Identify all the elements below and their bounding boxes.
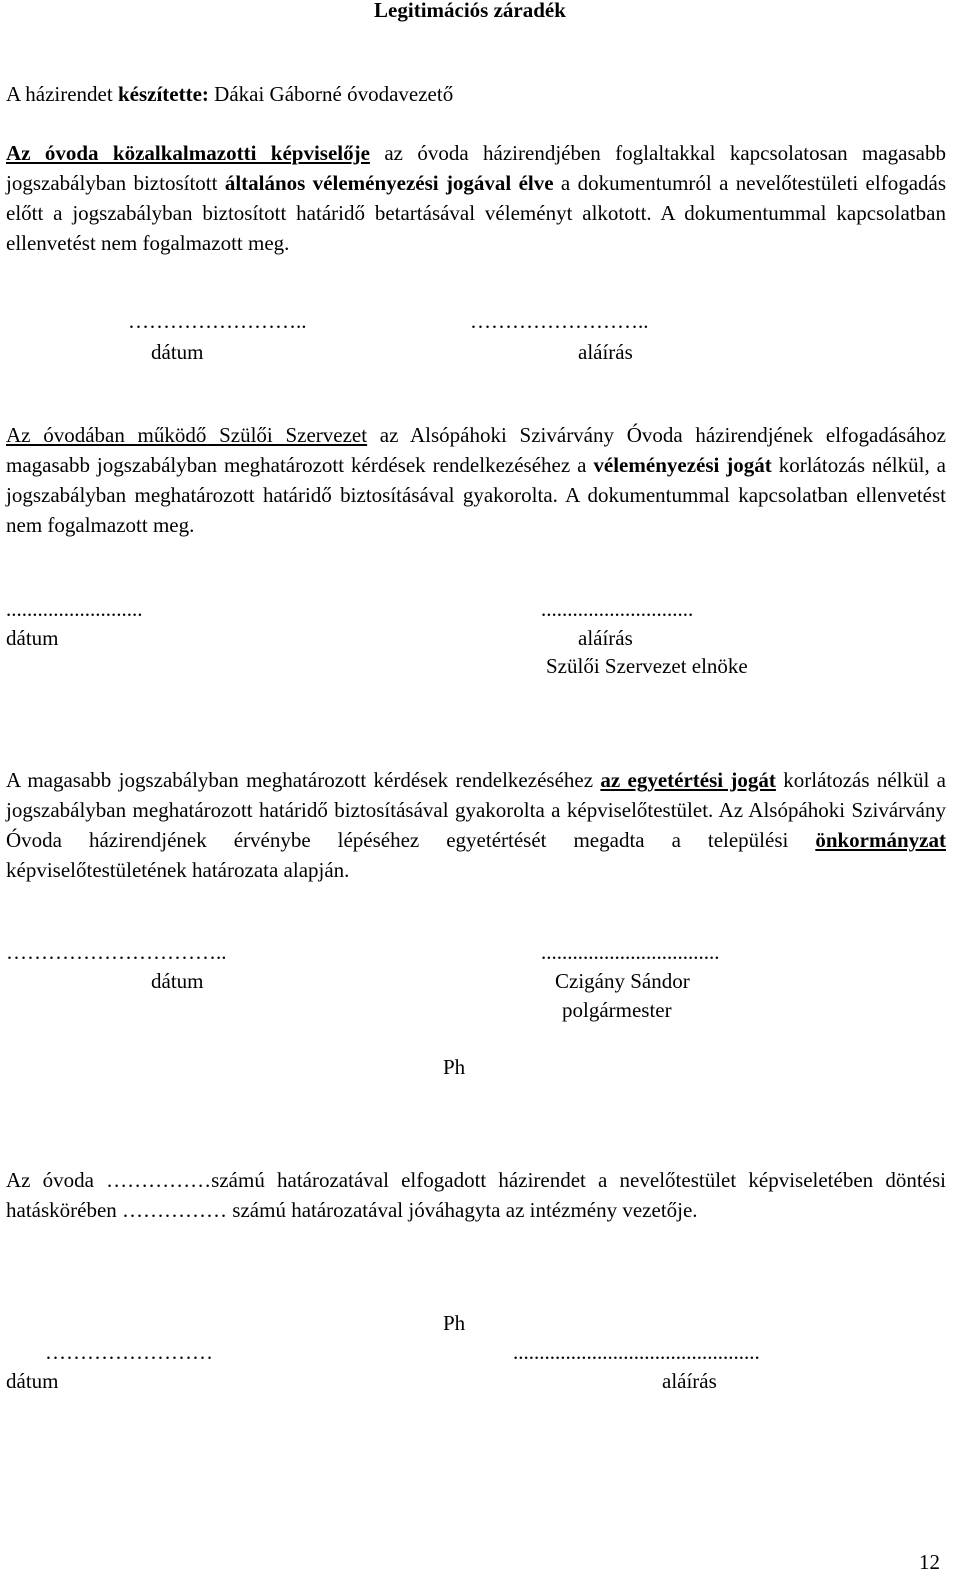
parents-org-paragraph bbox=[6, 420, 946, 540]
council-sign-dots: .................................. bbox=[541, 940, 720, 964]
approval-stamp-ph: Ph bbox=[443, 1311, 466, 1335]
approval-dots-1: …………… bbox=[106, 1168, 212, 1192]
staff-rep-text-2: a dokumentumról a nevelőtestületi elfogadás előtt a jogszabályban biztosított határidő betartásával véleményt alkotott. A dokumentummal kapcsolatban ellenvetést nem fogalmazott meg. bbox=[6, 171, 947, 255]
staff-rep-date-dots: …………………….. bbox=[128, 309, 307, 333]
approval-sign-dots: ............................................... bbox=[513, 1340, 760, 1364]
parents-org-date-dots: .......................... bbox=[6, 597, 143, 621]
council-stamp-ph: Ph bbox=[443, 1055, 466, 1079]
approval-sign-label: aláírás bbox=[662, 1369, 717, 1393]
parents-org-sign-dots: ............................. bbox=[541, 597, 694, 621]
approval-date-dots: …………………… bbox=[45, 1340, 213, 1364]
approval-text-1: Az óvoda bbox=[6, 1168, 107, 1192]
page-title: Legitimációs záradék bbox=[374, 0, 566, 22]
staff-rep-sign-dots: …………………….. bbox=[470, 309, 649, 333]
council-date-dots: ………………………….. bbox=[6, 940, 227, 964]
approval-text-3: számú határozatával jóváhagyta az intézmény vezetője. bbox=[227, 1198, 698, 1222]
page-number: 12 bbox=[919, 1550, 940, 1574]
staff-rep-text-1: az óvoda házirendjében foglaltakkal kapcsolatosan magasabb jogszabályban biztosított bbox=[6, 141, 946, 195]
approval-paragraph bbox=[6, 1165, 946, 1225]
approval-date-label: dátum bbox=[6, 1369, 59, 1393]
parents-org-sign-label: aláírás bbox=[578, 626, 633, 650]
author-suffix: Dákai Gáborné óvodavezető bbox=[208, 82, 454, 106]
author-bold: készítette: bbox=[117, 82, 209, 106]
author-line bbox=[6, 79, 946, 109]
council-sign-role: polgármester bbox=[562, 998, 672, 1022]
council-text-1: A magasabb jogszabályban meghatározott kérdések rendelkezéséhez bbox=[6, 768, 601, 792]
staff-rep-paragraph bbox=[6, 138, 946, 258]
council-date-label: dátum bbox=[151, 969, 204, 993]
council-text-2: korlátozás nélkül a jogszabályban meghatározott határidő biztosításával gyakorolta a képviselőtestület. Az Alsópáhoki Szivárvány Óvoda házirendjének érvénybe lépéséhez egyetértését megadta a települési bbox=[6, 768, 947, 852]
author-prefix: A házirendet bbox=[6, 82, 118, 106]
approval-dots-2: …………… bbox=[122, 1198, 228, 1222]
staff-rep-bold: általános véleményezési jogával élve bbox=[224, 171, 554, 195]
council-sign-name: Czigány Sándor bbox=[555, 969, 690, 993]
parents-org-text-2: korlátozás nélkül, a jogszabályban meghatározott határidő biztosításával gyakorolta. A dokumentummal kapcsolatban ellenvetést nem fogalmazott meg. bbox=[6, 453, 946, 537]
council-bold-2: önkormányzat bbox=[815, 828, 946, 852]
council-text-3: képviselőtestületének határozata alapján. bbox=[6, 858, 350, 882]
staff-rep-lead: Az óvoda közalkalmazotti képviselője bbox=[6, 141, 370, 165]
parents-org-lead: Az óvodában működő Szülői Szervezet bbox=[6, 423, 368, 447]
staff-rep-date-label: dátum bbox=[151, 340, 204, 364]
parents-org-text-1: az Alsópáhoki Szivárvány Óvoda házirendjének elfogadásához magasabb jogszabályban meghatározott kérdések rendelkezéséhez a bbox=[6, 423, 946, 477]
parents-org-sign-role: Szülői Szervezet elnöke bbox=[546, 654, 748, 678]
council-paragraph bbox=[6, 765, 946, 885]
staff-rep-sign-label: aláírás bbox=[578, 340, 633, 364]
approval-text-2: számú határozatával elfogadott házirendet a nevelőtestület képviseletében döntési hatáskörében bbox=[6, 1168, 946, 1222]
parents-org-date-label: dátum bbox=[6, 626, 59, 650]
parents-org-bold: véleményezési jogát bbox=[593, 453, 772, 477]
council-bold-1: az egyetértési jogát bbox=[600, 768, 776, 792]
